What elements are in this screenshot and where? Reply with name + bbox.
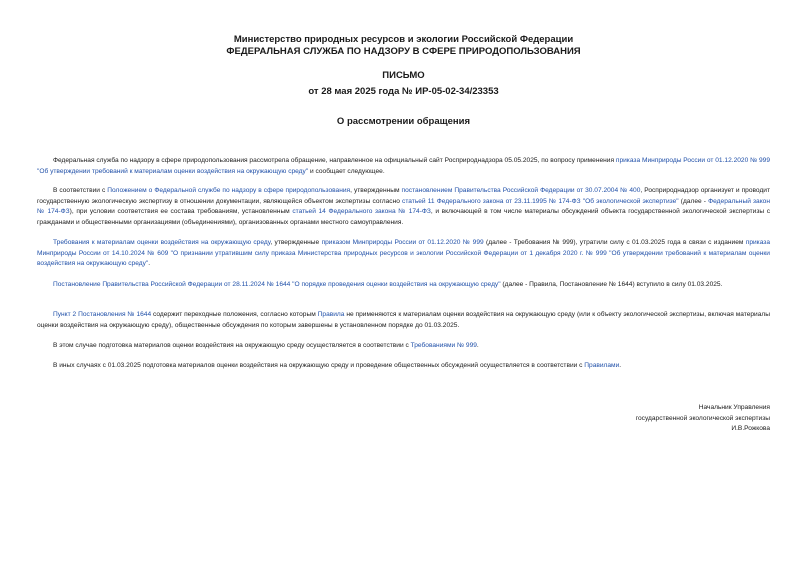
paragraph-3 [37, 238, 770, 270]
link-requirements[interactable]: Требования к материалам оценки воздействия на окружающую среду [53, 239, 271, 246]
signature-name: И.В.Рожкова [731, 425, 770, 432]
link-order-999-approval[interactable]: приказом Минприроды России от 01.12.2020 № 999 [321, 239, 484, 246]
text-segment: (далее - [678, 197, 709, 205]
paragraph-2 [37, 186, 770, 228]
paragraph-5 [37, 310, 770, 331]
paragraph-6 [37, 341, 770, 352]
link-order-999[interactable]: приказа Минприроды России от 01.12.2020 № 999 "Об утверждении требований к материалам оценки воздействия на окружающую среду" [37, 157, 770, 175]
text-segment: Федеральная служба по надзору в сфере природопользования рассмотрела обращение, направленное на официальный сайт Росприроднадзора 05.05.2025, по вопросу применения [53, 157, 616, 164]
ministry-title: Министерство природных ресурсов и экологии Российской Федерации [233, 34, 574, 45]
text-segment: (далее - Требования № 999), утратили силу с 01.03.2025 года в связи с изданием [483, 239, 746, 246]
link-law-174[interactable]: Федеральный закон № 174-ФЗ [37, 197, 770, 215]
paragraph-4 [37, 280, 770, 291]
text-segment: (далее - Правила, Постановление № 1644) вступило в силу 01.03.2025. [500, 281, 723, 288]
text-segment: В иных случаях с 01.03.2025 подготовка материалов оценки воздействия на окружающую среду и проведение общественных обсуждений осуществляется в соответствии с [53, 362, 585, 369]
text-segment: , Росприроднадзор организует и проводит государственную экологическую экспертизу в отношении документации, являющейся объектом экспертизы согласно [37, 187, 771, 205]
text-segment: , утвержденные [270, 239, 322, 246]
document-type: ПИСЬМО [382, 70, 425, 81]
link-requirements-999[interactable]: Требованиями № 999 [410, 342, 477, 349]
text-segment: . [148, 260, 151, 267]
link-resolution-400[interactable]: постановлением Правительства Российской Федерации от 30.07.2004 № 400 [401, 187, 641, 194]
text-segment: . [619, 362, 622, 369]
document-subject: О рассмотрении обращения [336, 116, 471, 127]
signature-position-line-1: Начальник Управления [698, 404, 770, 411]
text-segment: В соответствии с [53, 187, 108, 194]
document-date-number: от 28 мая 2025 года № ИР-05-02-34/23353 [308, 86, 499, 97]
link-resolution-1644[interactable]: Постановление Правительства Российской Федерации от 28.11.2024 № 1644 "О порядке проведения оценки воздействия на окружающую среду" [53, 281, 501, 288]
link-clause-2-resolution-1644[interactable]: Пункт 2 Постановления № 1644 [53, 311, 152, 318]
link-regulation-service[interactable]: Положением о Федеральной службе по надзору в сфере природопользования [107, 187, 351, 194]
text-segment: . [476, 342, 479, 349]
link-rules[interactable]: Правила [317, 311, 345, 318]
link-rules-final[interactable]: Правилами [584, 362, 620, 369]
paragraph-1 [37, 156, 770, 177]
link-article-14-law-174[interactable]: статьей 14 Федерального закона № 174-ФЗ [292, 208, 431, 215]
signature-position-line-2: государственной экологической экспертизы [635, 415, 770, 422]
text-segment: ), при условии соответствия ее состава требованиям, установленным [69, 208, 293, 215]
text-segment: , и включающей в том числе материалы обсуждений объекта государственной экологической экспертизы с гражданами и общественными организациями (объединениями), организованных органами местного самоуправления. [37, 208, 770, 226]
link-order-609[interactable]: приказа Минприроды России от 14.10.2024 № 609 "О признании утратившим силу приказа Министерства природных ресурсов и экологии Российской Федерации от 1 декабря 2020 г. № 999 "Об утверждении требований к материалам оценки воздействия на окружающую среду" [37, 239, 770, 267]
link-article-11-law-174[interactable]: статьей 11 Федерального закона от 23.11.1995 № 174-ФЗ "Об экологической экспертизе" [402, 197, 679, 205]
text-segment: В этом случае подготовка материалов оценки воздействия на окружающую среду осуществляется в соответствии с [53, 342, 411, 349]
text-segment: , утвержденным [350, 187, 402, 194]
service-title: ФЕДЕРАЛЬНАЯ СЛУЖБА ПО НАДЗОРУ В СФЕРЕ ПРИРОДОПОЛЬЗОВАНИЯ [226, 46, 581, 57]
paragraph-7 [37, 361, 770, 372]
text-segment: не применяются к материалам оценки воздействия на окружающую среду (или к объекту экологической экспертизы, включая материалы оценки воздействия на окружающую среду), общественные обсуждения по которым завершены в установленном порядке до 01.03.2025. [37, 311, 770, 329]
text-segment: содержит переходные положения, согласно которым [151, 311, 318, 318]
text-segment: и сообщает следующее. [308, 167, 385, 175]
